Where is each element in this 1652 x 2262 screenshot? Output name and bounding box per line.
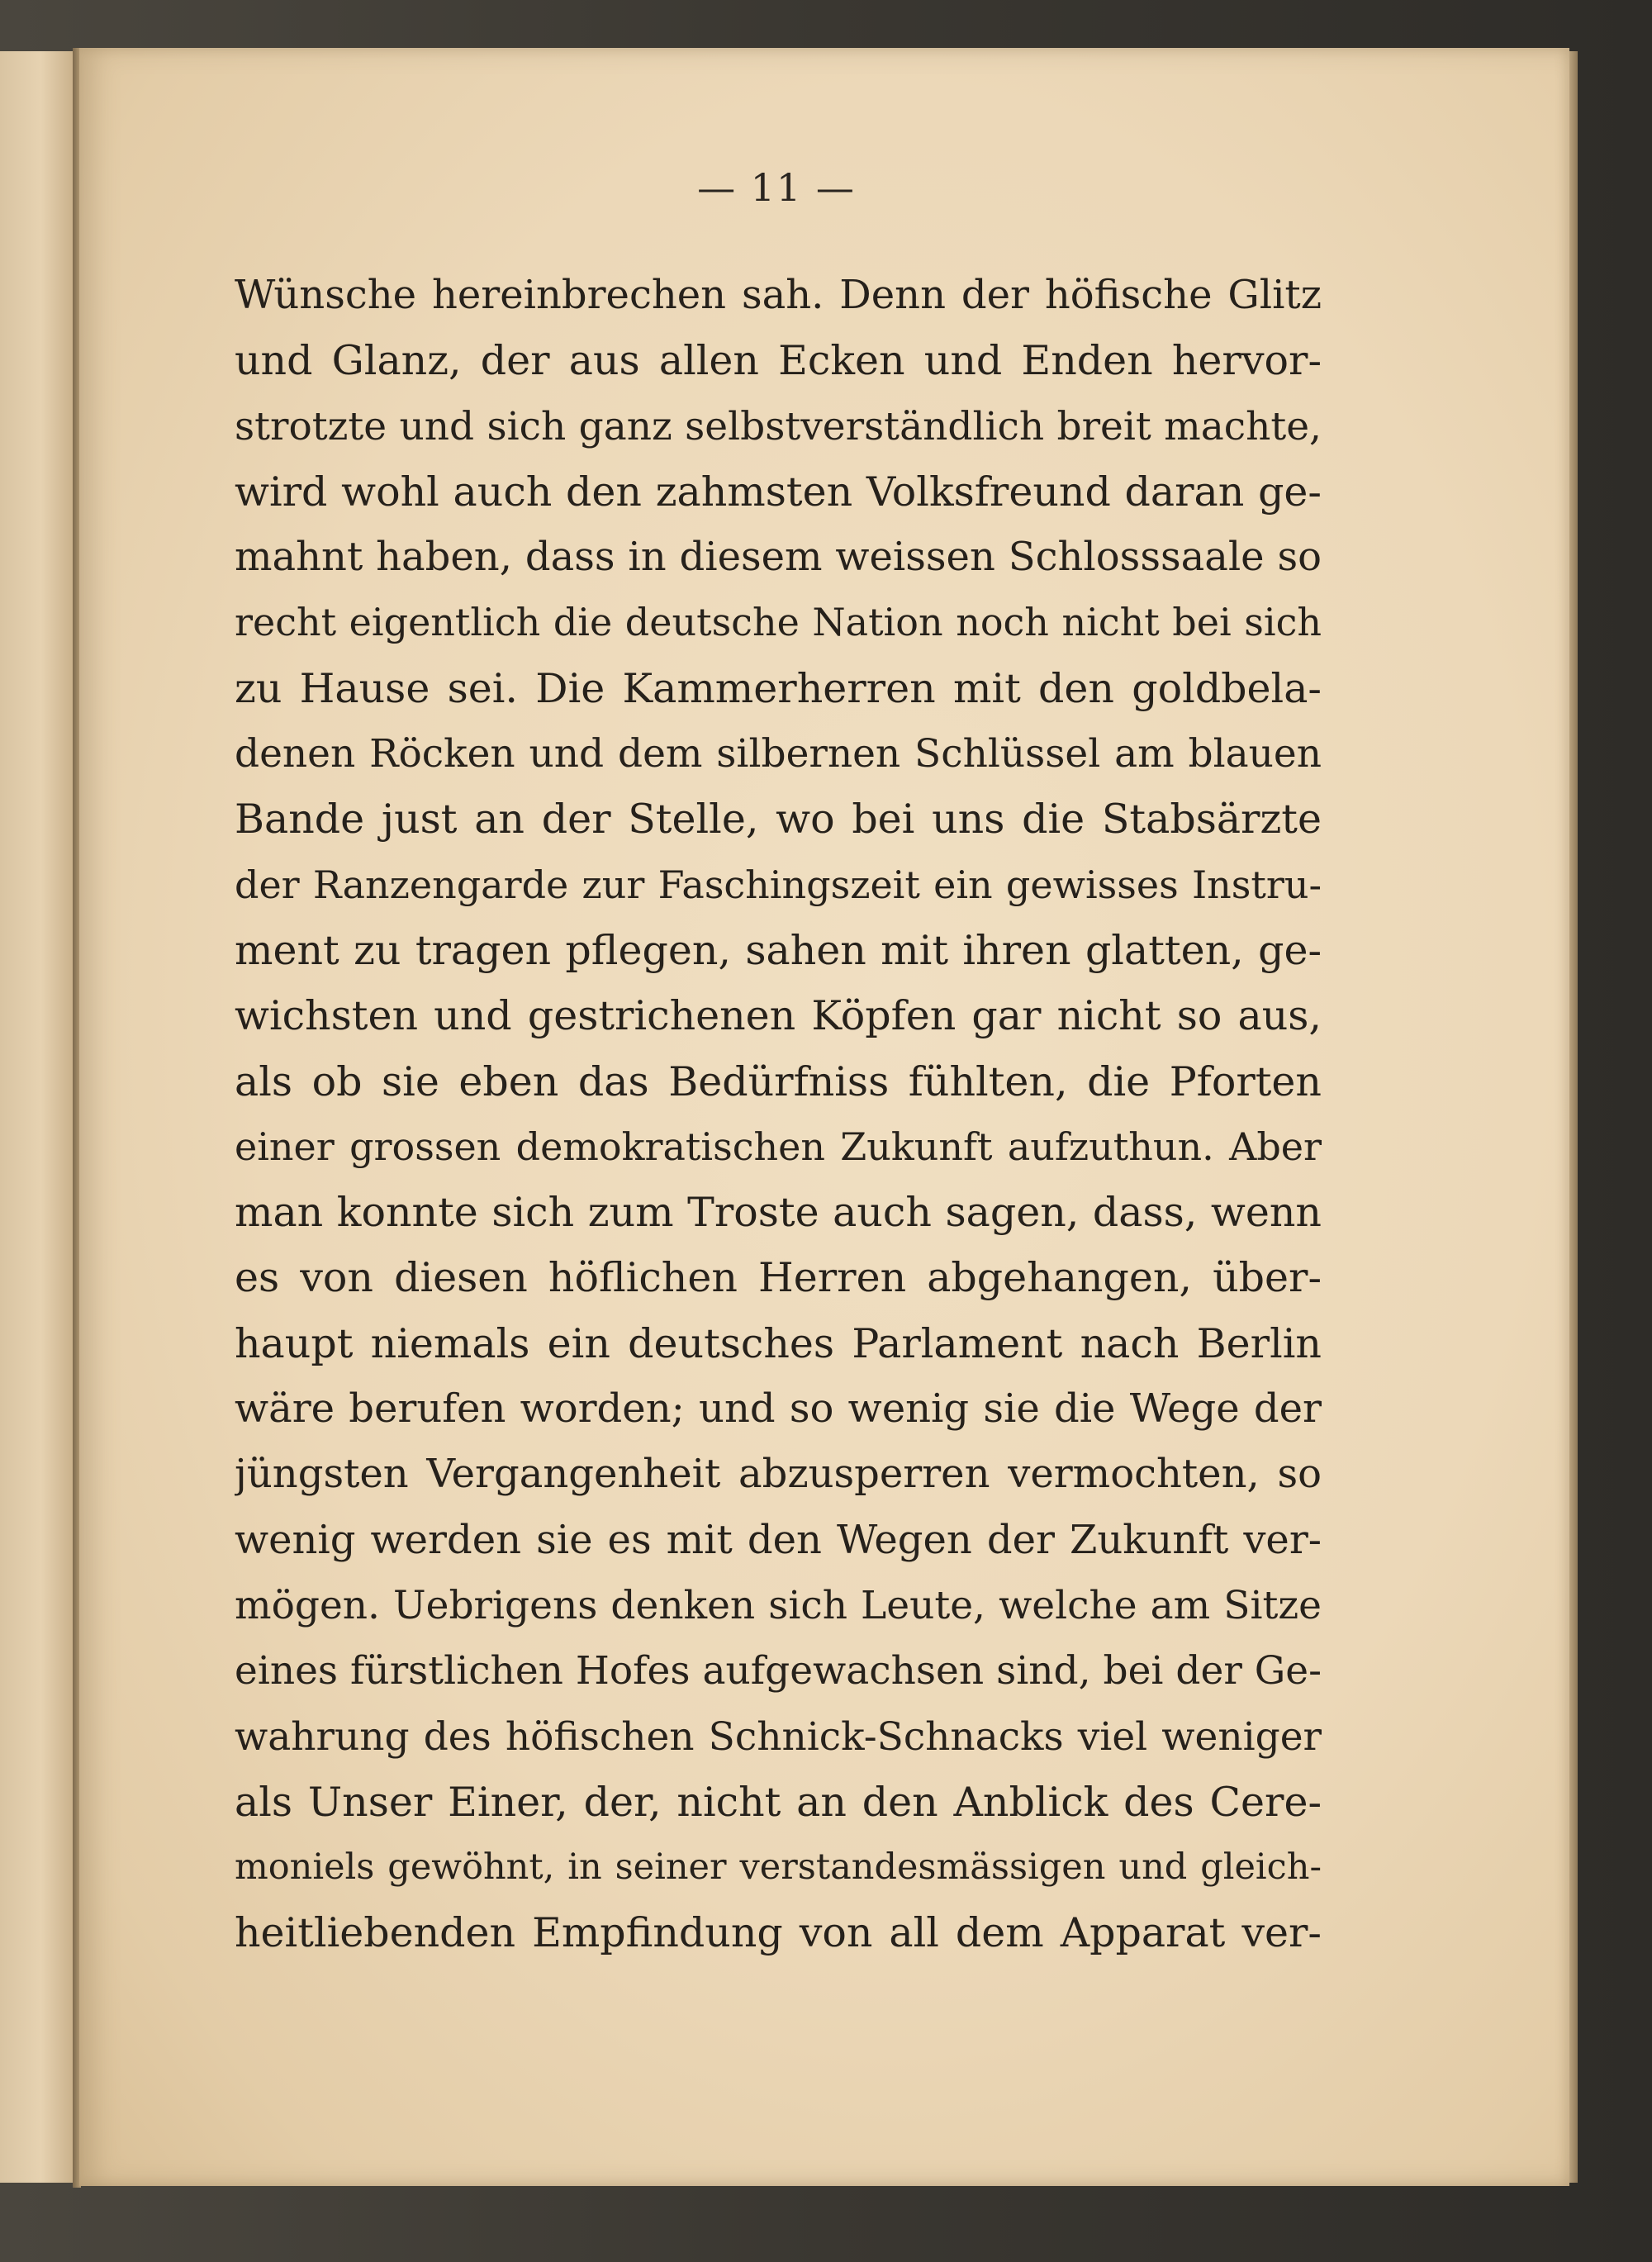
body-text <box>235 263 1322 1966</box>
previous-page-edge <box>0 51 76 2183</box>
text-line: der Ranzengarde zur Faschingszeit ein gewisses Instru- <box>235 862 1322 907</box>
text-line: recht eigentlich die deutsche Nation noch nicht bei sich <box>235 600 1322 645</box>
text-line: heitliebenden Empfindung von all dem Apparat ver- <box>235 1909 1322 1957</box>
page-number: — 11 — <box>697 165 856 210</box>
text-line: haupt niemals ein deutsches Parlament nach Berlin <box>235 1319 1322 1367</box>
text-line: man konnte sich zum Troste auch sagen, dass, wenn <box>235 1189 1322 1237</box>
text-line: Bande just an der Stelle, wo bei uns die Stabsärzte <box>235 796 1322 843</box>
text-line: mögen. Uebrigens denken sich Leute, welche am Sitze <box>235 1582 1322 1628</box>
text-line: wäre berufen worden; und so wenig sie die Wege der <box>235 1385 1322 1433</box>
text-line: mahnt haben, dass in diesem weissen Schlosssaale so <box>235 534 1322 581</box>
text-line: es von diesen höflichen Herren abgehangen, über- <box>235 1254 1322 1302</box>
text-line: wenig werden sie es mit den Wegen der Zukunft ver- <box>235 1516 1322 1563</box>
text-line: ment zu tragen pflegen, sahen mit ihren glatten, ge- <box>235 926 1322 974</box>
text-line: Wünsche hereinbrechen sah. Denn der höfische Glitz <box>235 272 1322 318</box>
text-line: wird wohl auch den zahmsten Volksfreund daran ge- <box>235 468 1322 516</box>
text-line: wahrung des höfischen Schnick-Schnacks viel weniger <box>235 1713 1322 1760</box>
text-line: als Unser Einer, der, nicht an den Anblick des Cere- <box>235 1778 1322 1826</box>
text-line: jüngsten Vergangenheit abzusperren vermochten, so <box>235 1451 1322 1498</box>
text-line: strotzte und sich ganz selbstverständlich breit machte, <box>235 403 1322 449</box>
text-line: und Glanz, der aus allen Ecken und Enden hervor- <box>235 337 1322 385</box>
text-line: als ob sie eben das Bedürfniss fühlten, die Pforten <box>235 1057 1322 1105</box>
text-line: einer grossen demokratischen Zukunft aufzuthun. Aber <box>235 1124 1322 1169</box>
text-line: wichsten und gestrichenen Köpfen gar nicht so aus, <box>235 992 1322 1040</box>
text-line: zu Hause sei. Die Kammerherren mit den goldbela- <box>235 664 1322 712</box>
text-line: eines fürstlichen Hofes aufgewachsen sind, bei der Ge- <box>235 1648 1322 1694</box>
text-line: moniels gewöhnt, in seiner verstandesmässigen und gleich- <box>235 1846 1322 1889</box>
text-line: denen Röcken und dem silbernen Schlüssel am blauen <box>235 731 1322 777</box>
